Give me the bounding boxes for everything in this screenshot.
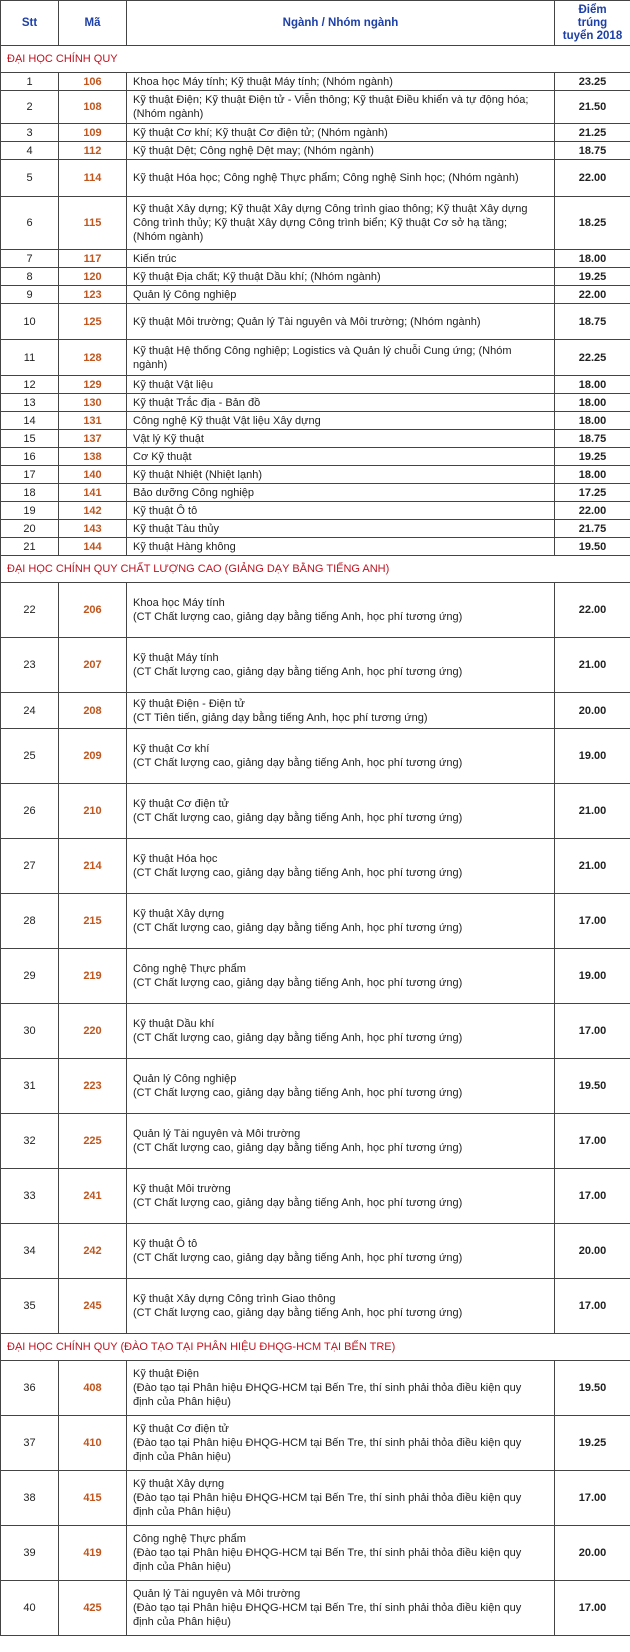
nganh-line: Kỹ thuật Hệ thống Công nghiệp; Logistics và Quản lý chuỗi Cung ứng; (Nhóm bbox=[133, 344, 512, 357]
cell-diem: 18.75 bbox=[555, 304, 630, 340]
cell-ma: 137 bbox=[59, 430, 127, 448]
cell-diem: 17.00 bbox=[555, 1114, 630, 1169]
header-diem bbox=[555, 1, 630, 46]
cell-diem: 21.25 bbox=[555, 124, 630, 142]
cell-stt: 18 bbox=[1, 484, 59, 502]
table-row bbox=[1, 538, 630, 556]
cell-nganh bbox=[127, 1169, 555, 1224]
cell-nganh bbox=[127, 91, 555, 124]
cell-stt: 35 bbox=[1, 1279, 59, 1334]
nganh-line: Kỹ thuật Xây dựng bbox=[133, 1478, 225, 1490]
table-row bbox=[1, 160, 630, 197]
cell-diem: 21.00 bbox=[555, 638, 630, 693]
cell-diem: 21.00 bbox=[555, 839, 630, 894]
cell-nganh bbox=[127, 304, 555, 340]
table-row bbox=[1, 286, 630, 304]
nganh-line: Cơ Kỹ thuật bbox=[133, 450, 192, 463]
nganh-line: Kiến trúc bbox=[133, 252, 177, 265]
nganh-line: Kỹ thuật Nhiệt (Nhiệt lạnh) bbox=[133, 468, 263, 481]
table-row bbox=[1, 1526, 630, 1581]
table-row bbox=[1, 1224, 630, 1279]
nganh-line: định của Phân hiệu) bbox=[133, 1396, 231, 1408]
nganh-line: Kỹ thuật Xây dựng bbox=[133, 908, 225, 920]
section-header-row bbox=[1, 1334, 630, 1361]
cell-nganh bbox=[127, 784, 555, 839]
cell-nganh bbox=[127, 729, 555, 784]
nganh-line: Kỹ thuật Hóa học; Công nghệ Thực phẩm; Công nghệ Sinh học; (Nhóm ngành) bbox=[133, 172, 519, 184]
cell-stt: 13 bbox=[1, 394, 59, 412]
cell-nganh bbox=[127, 197, 555, 250]
cell-nganh bbox=[127, 693, 555, 729]
cell-diem: 17.00 bbox=[555, 894, 630, 949]
section-header-row bbox=[1, 46, 630, 73]
cell-ma: 140 bbox=[59, 466, 127, 484]
cell-nganh bbox=[127, 1361, 555, 1416]
cell-stt: 6 bbox=[1, 197, 59, 250]
cell-ma: 112 bbox=[59, 142, 127, 160]
table-body bbox=[1, 46, 630, 1636]
cell-stt: 17 bbox=[1, 466, 59, 484]
section-header-row bbox=[1, 556, 630, 583]
nganh-line: Kỹ thuật Xây dựng Công trình Giao thông bbox=[133, 1293, 336, 1305]
nganh-line: Quản lý Công nghiệp bbox=[133, 1073, 237, 1085]
table-header-row bbox=[1, 1, 630, 46]
cell-diem: 18.75 bbox=[555, 142, 630, 160]
nganh-line: Công trình thủy; Kỹ thuật Xây dựng Công trình biển; Kỹ thuật Cơ sở hạ tầng; bbox=[133, 217, 508, 229]
cell-diem: 20.00 bbox=[555, 1224, 630, 1279]
cell-stt: 16 bbox=[1, 448, 59, 466]
cell-ma: 143 bbox=[59, 520, 127, 538]
cell-stt: 24 bbox=[1, 693, 59, 729]
cell-ma: 138 bbox=[59, 448, 127, 466]
cell-ma: 425 bbox=[59, 1581, 127, 1636]
nganh-line: định của Phân hiệu) bbox=[133, 1616, 231, 1628]
cell-ma: 208 bbox=[59, 693, 127, 729]
cell-nganh bbox=[127, 376, 555, 394]
nganh-line: (CT Chất lượng cao, giảng dạy bằng tiếng Anh, học phí tương ứng) bbox=[133, 867, 463, 879]
nganh-line: Quản lý Công nghiệp bbox=[133, 288, 237, 301]
cell-nganh bbox=[127, 1581, 555, 1636]
table-row bbox=[1, 1416, 630, 1471]
header-diem-line: Điểm bbox=[578, 3, 607, 16]
nganh-line: (CT Chất lượng cao, giảng dạy bằng tiếng Anh, học phí tương ứng) bbox=[133, 1252, 463, 1264]
nganh-line: (Đào tạo tại Phân hiệu ĐHQG-HCM tại Bến Tre, thí sinh phải thỏa điều kiện quy bbox=[133, 1437, 522, 1449]
nganh-line: Công nghệ Kỹ thuật Vật liệu Xây dựng bbox=[133, 414, 321, 427]
cell-diem: 21.50 bbox=[555, 91, 630, 124]
cell-stt: 3 bbox=[1, 124, 59, 142]
cell-ma: 128 bbox=[59, 340, 127, 376]
header-diem-line: tuyển 2018 bbox=[562, 29, 623, 42]
cell-nganh bbox=[127, 412, 555, 430]
nganh-line: Kỹ thuật Điện - Điện tử bbox=[133, 697, 245, 710]
nganh-line: (CT Chất lượng cao, giảng dạy bằng tiếng Anh, học phí tương ứng) bbox=[133, 1142, 463, 1154]
cell-stt: 1 bbox=[1, 73, 59, 91]
nganh-line: Quản lý Tài nguyên và Môi trường bbox=[133, 1128, 301, 1140]
cell-stt: 5 bbox=[1, 160, 59, 197]
cell-diem: 19.25 bbox=[555, 268, 630, 286]
nganh-line: (CT Chất lượng cao, giảng dạy bằng tiếng Anh, học phí tương ứng) bbox=[133, 757, 463, 769]
cell-stt: 11 bbox=[1, 340, 59, 376]
cell-diem: 19.50 bbox=[555, 1059, 630, 1114]
cell-diem: 17.00 bbox=[555, 1004, 630, 1059]
cell-diem: 17.00 bbox=[555, 1169, 630, 1224]
cell-nganh bbox=[127, 142, 555, 160]
cell-stt: 10 bbox=[1, 304, 59, 340]
nganh-line: (Đào tạo tại Phân hiệu ĐHQG-HCM tại Bến Tre, thí sinh phải thỏa điều kiện quy bbox=[133, 1382, 522, 1394]
nganh-line: Vật lý Kỹ thuật bbox=[133, 432, 204, 445]
cell-diem: 17.00 bbox=[555, 1471, 630, 1526]
cell-ma: 106 bbox=[59, 73, 127, 91]
table-row bbox=[1, 1114, 630, 1169]
nganh-line: Kỹ thuật Môi trường; Quản lý Tài nguyên và Môi trường; (Nhóm ngành) bbox=[133, 315, 481, 328]
cell-nganh bbox=[127, 268, 555, 286]
nganh-line: Kỹ thuật Điện bbox=[133, 1368, 200, 1380]
cell-stt: 23 bbox=[1, 638, 59, 693]
cell-nganh bbox=[127, 286, 555, 304]
table-row bbox=[1, 1169, 630, 1224]
cell-stt: 9 bbox=[1, 286, 59, 304]
cell-ma: 141 bbox=[59, 484, 127, 502]
nganh-line: (CT Chất lượng cao, giảng dạy bằng tiếng Anh, học phí tương ứng) bbox=[133, 922, 463, 934]
table-row bbox=[1, 340, 630, 376]
cell-diem: 20.00 bbox=[555, 1526, 630, 1581]
cell-diem: 19.00 bbox=[555, 729, 630, 784]
cell-stt: 28 bbox=[1, 894, 59, 949]
cell-diem: 18.00 bbox=[555, 466, 630, 484]
cell-diem: 19.00 bbox=[555, 949, 630, 1004]
cell-ma: 242 bbox=[59, 1224, 127, 1279]
cell-diem: 18.00 bbox=[555, 394, 630, 412]
table-row bbox=[1, 502, 630, 520]
table-row bbox=[1, 520, 630, 538]
cell-nganh bbox=[127, 1114, 555, 1169]
nganh-line: (CT Tiên tiến, giảng dạy bằng tiếng Anh, học phí tương ứng) bbox=[133, 711, 428, 724]
cell-nganh bbox=[127, 1279, 555, 1334]
nganh-line: (CT Chất lượng cao, giảng dạy bằng tiếng Anh, học phí tương ứng) bbox=[133, 666, 463, 678]
nganh-line: (CT Chất lượng cao, giảng dạy bằng tiếng Anh, học phí tương ứng) bbox=[133, 1307, 463, 1319]
nganh-line: (CT Chất lượng cao, giảng dạy bằng tiếng Anh, học phí tương ứng) bbox=[133, 1032, 463, 1044]
cell-ma: 120 bbox=[59, 268, 127, 286]
nganh-line: (Nhóm ngành) bbox=[133, 231, 204, 243]
cell-stt: 15 bbox=[1, 430, 59, 448]
cell-ma: 210 bbox=[59, 784, 127, 839]
cell-ma: 206 bbox=[59, 583, 127, 638]
cell-ma: 130 bbox=[59, 394, 127, 412]
cell-ma: 419 bbox=[59, 1526, 127, 1581]
cell-ma: 215 bbox=[59, 894, 127, 949]
cell-stt: 19 bbox=[1, 502, 59, 520]
table-row bbox=[1, 729, 630, 784]
cell-stt: 36 bbox=[1, 1361, 59, 1416]
nganh-line: Kỹ thuật Hàng không bbox=[133, 540, 236, 553]
table-row bbox=[1, 304, 630, 340]
cell-ma: 241 bbox=[59, 1169, 127, 1224]
table-row bbox=[1, 1279, 630, 1334]
nganh-line: (Nhóm ngành) bbox=[133, 108, 204, 120]
table-row bbox=[1, 949, 630, 1004]
table-row bbox=[1, 1059, 630, 1114]
cell-stt: 12 bbox=[1, 376, 59, 394]
table-row bbox=[1, 839, 630, 894]
header-ma: Mã bbox=[59, 1, 127, 46]
cell-diem: 18.00 bbox=[555, 250, 630, 268]
nganh-line: Bảo dưỡng Công nghiệp bbox=[133, 486, 254, 499]
cell-ma: 109 bbox=[59, 124, 127, 142]
cell-nganh bbox=[127, 340, 555, 376]
nganh-line: Kỹ thuật Hóa học bbox=[133, 853, 218, 865]
cell-diem: 18.75 bbox=[555, 430, 630, 448]
cell-diem: 22.00 bbox=[555, 583, 630, 638]
cell-nganh bbox=[127, 448, 555, 466]
nganh-line: Kỹ thuật Ô tô bbox=[133, 504, 198, 517]
nganh-line: (CT Chất lượng cao, giảng dạy bằng tiếng Anh, học phí tương ứng) bbox=[133, 977, 463, 989]
header-nganh: Ngành / Nhóm ngành bbox=[127, 1, 555, 46]
table-row bbox=[1, 412, 630, 430]
nganh-line: Kỹ thuật Vật liệu bbox=[133, 378, 214, 391]
nganh-line: định của Phân hiệu) bbox=[133, 1451, 231, 1463]
nganh-line: Kỹ thuật Dầu khí bbox=[133, 1018, 215, 1030]
nganh-line: Khoa học Máy tính bbox=[133, 597, 225, 609]
table-row bbox=[1, 430, 630, 448]
cell-diem: 18.00 bbox=[555, 376, 630, 394]
nganh-line: Kỹ thuật Địa chất; Kỹ thuật Dầu khí; (Nhóm ngành) bbox=[133, 270, 381, 283]
nganh-line: (Đào tạo tại Phân hiệu ĐHQG-HCM tại Bến Tre, thí sinh phải thỏa điều kiện quy bbox=[133, 1547, 522, 1559]
table-row bbox=[1, 784, 630, 839]
nganh-line: Kỹ thuật Dệt; Công nghệ Dệt may; (Nhóm ngành) bbox=[133, 144, 374, 157]
cell-nganh bbox=[127, 538, 555, 556]
nganh-line: định của Phân hiệu) bbox=[133, 1506, 231, 1518]
cell-nganh bbox=[127, 502, 555, 520]
table-row bbox=[1, 91, 630, 124]
table-row bbox=[1, 894, 630, 949]
cell-ma: 415 bbox=[59, 1471, 127, 1526]
cell-diem: 18.25 bbox=[555, 197, 630, 250]
cell-ma: 245 bbox=[59, 1279, 127, 1334]
cell-nganh bbox=[127, 839, 555, 894]
table-row bbox=[1, 484, 630, 502]
nganh-line: Kỹ thuật Cơ điện tử bbox=[133, 798, 229, 810]
cell-diem: 22.00 bbox=[555, 502, 630, 520]
cell-nganh bbox=[127, 1416, 555, 1471]
nganh-line: (Đào tạo tại Phân hiệu ĐHQG-HCM tại Bến Tre, thí sinh phải thỏa điều kiện quy bbox=[133, 1602, 522, 1614]
nganh-line: (CT Chất lượng cao, giảng dạy bằng tiếng Anh, học phí tương ứng) bbox=[133, 812, 463, 824]
cell-diem: 19.25 bbox=[555, 1416, 630, 1471]
table-row bbox=[1, 466, 630, 484]
header-diem-line: trúng bbox=[577, 16, 608, 29]
cell-nganh bbox=[127, 583, 555, 638]
cell-stt: 26 bbox=[1, 784, 59, 839]
cell-nganh bbox=[127, 73, 555, 91]
cell-ma: 144 bbox=[59, 538, 127, 556]
table-row bbox=[1, 1471, 630, 1526]
nganh-line: Kỹ thuật Cơ khí bbox=[133, 743, 210, 755]
table-row bbox=[1, 268, 630, 286]
cell-nganh bbox=[127, 1224, 555, 1279]
table-row bbox=[1, 448, 630, 466]
cell-nganh bbox=[127, 430, 555, 448]
cell-stt: 30 bbox=[1, 1004, 59, 1059]
cell-diem: 17.25 bbox=[555, 484, 630, 502]
cell-nganh bbox=[127, 949, 555, 1004]
cell-ma: 125 bbox=[59, 304, 127, 340]
table-row bbox=[1, 73, 630, 91]
cell-ma: 114 bbox=[59, 160, 127, 197]
cell-stt: 8 bbox=[1, 268, 59, 286]
header-stt: Stt bbox=[1, 1, 59, 46]
nganh-line: Công nghệ Thực phẩm bbox=[133, 963, 246, 975]
cell-ma: 207 bbox=[59, 638, 127, 693]
cell-stt: 34 bbox=[1, 1224, 59, 1279]
cell-ma: 108 bbox=[59, 91, 127, 124]
cell-stt: 7 bbox=[1, 250, 59, 268]
cell-stt: 20 bbox=[1, 520, 59, 538]
cell-stt: 14 bbox=[1, 412, 59, 430]
cell-diem: 19.25 bbox=[555, 448, 630, 466]
nganh-line: Kỹ thuật Xây dựng; Kỹ thuật Xây dựng Công trình giao thông; Kỹ thuật Xây dựng bbox=[133, 203, 528, 215]
nganh-line: ngành) bbox=[133, 358, 168, 371]
cell-ma: 131 bbox=[59, 412, 127, 430]
cell-nganh bbox=[127, 124, 555, 142]
cell-nganh bbox=[127, 1059, 555, 1114]
cell-diem: 23.25 bbox=[555, 73, 630, 91]
cell-stt: 37 bbox=[1, 1416, 59, 1471]
cell-ma: 408 bbox=[59, 1361, 127, 1416]
cell-stt: 32 bbox=[1, 1114, 59, 1169]
cell-diem: 17.00 bbox=[555, 1279, 630, 1334]
cell-diem: 19.50 bbox=[555, 1361, 630, 1416]
table-row bbox=[1, 1004, 630, 1059]
cell-diem: 17.00 bbox=[555, 1581, 630, 1636]
cell-stt: 29 bbox=[1, 949, 59, 1004]
cell-ma: 223 bbox=[59, 1059, 127, 1114]
cell-stt: 21 bbox=[1, 538, 59, 556]
table-row bbox=[1, 124, 630, 142]
table-row bbox=[1, 1581, 630, 1636]
nganh-line: Kỹ thuật Điện; Kỹ thuật Điện tử - Viễn thông; Kỹ thuật Điều khiển và tự động hóa; bbox=[133, 94, 529, 106]
cell-diem: 22.00 bbox=[555, 286, 630, 304]
cell-stt: 2 bbox=[1, 91, 59, 124]
nganh-line: Kỹ thuật Tàu thủy bbox=[133, 522, 220, 535]
cell-nganh bbox=[127, 520, 555, 538]
nganh-line: Kỹ thuật Trắc địa - Bản đồ bbox=[133, 396, 261, 409]
section-title: ĐẠI HỌC CHÍNH QUY (ĐÀO TẠO TẠI PHÂN HIỆU ĐHQG-HCM TẠI BẾN TRE) bbox=[1, 1334, 630, 1361]
cell-diem: 21.00 bbox=[555, 784, 630, 839]
nganh-line: (CT Chất lượng cao, giảng dạy bằng tiếng Anh, học phí tương ứng) bbox=[133, 1087, 463, 1099]
section-title: ĐẠI HỌC CHÍNH QUY CHẤT LƯỢNG CAO (GIẢNG DẠY BẰNG TIẾNG ANH) bbox=[1, 556, 630, 583]
cell-diem: 22.25 bbox=[555, 340, 630, 376]
cell-ma: 115 bbox=[59, 197, 127, 250]
nganh-line: Khoa học Máy tính; Kỹ thuật Máy tính; (Nhóm ngành) bbox=[133, 75, 393, 88]
cell-ma: 117 bbox=[59, 250, 127, 268]
table-row bbox=[1, 638, 630, 693]
table-row bbox=[1, 142, 630, 160]
nganh-line: (CT Chất lượng cao, giảng dạy bằng tiếng Anh, học phí tương ứng) bbox=[133, 1197, 463, 1209]
section-title: ĐẠI HỌC CHÍNH QUY bbox=[1, 46, 630, 73]
cell-ma: 219 bbox=[59, 949, 127, 1004]
cell-nganh bbox=[127, 484, 555, 502]
nganh-line: Quản lý Tài nguyên và Môi trường bbox=[133, 1588, 301, 1600]
table-row bbox=[1, 1361, 630, 1416]
cell-nganh bbox=[127, 1471, 555, 1526]
table-row bbox=[1, 197, 630, 250]
cell-stt: 39 bbox=[1, 1526, 59, 1581]
nganh-line: Kỹ thuật Cơ khí; Kỹ thuật Cơ điện tử; (Nhóm ngành) bbox=[133, 126, 388, 139]
nganh-line: Kỹ thuật Môi trường bbox=[133, 1183, 231, 1195]
table-row bbox=[1, 250, 630, 268]
cell-diem: 22.00 bbox=[555, 160, 630, 197]
nganh-line: (CT Chất lượng cao, giảng dạy bằng tiếng Anh, học phí tương ứng) bbox=[133, 611, 463, 623]
cell-nganh bbox=[127, 160, 555, 197]
cell-stt: 31 bbox=[1, 1059, 59, 1114]
cell-stt: 33 bbox=[1, 1169, 59, 1224]
cell-ma: 220 bbox=[59, 1004, 127, 1059]
cell-stt: 27 bbox=[1, 839, 59, 894]
cell-ma: 214 bbox=[59, 839, 127, 894]
cell-nganh bbox=[127, 394, 555, 412]
cell-diem: 21.75 bbox=[555, 520, 630, 538]
cell-ma: 209 bbox=[59, 729, 127, 784]
nganh-line: định của Phân hiệu) bbox=[133, 1561, 231, 1573]
cell-nganh bbox=[127, 894, 555, 949]
nganh-line: Kỹ thuật Cơ điện tử bbox=[133, 1423, 229, 1435]
cell-ma: 123 bbox=[59, 286, 127, 304]
nganh-line: Kỹ thuật Ô tô bbox=[133, 1238, 198, 1250]
nganh-line: (Đào tạo tại Phân hiệu ĐHQG-HCM tại Bến Tre, thí sinh phải thỏa điều kiện quy bbox=[133, 1492, 522, 1504]
cell-ma: 410 bbox=[59, 1416, 127, 1471]
cell-diem: 20.00 bbox=[555, 693, 630, 729]
cell-stt: 25 bbox=[1, 729, 59, 784]
nganh-line: Kỹ thuật Máy tính bbox=[133, 652, 219, 664]
cell-stt: 4 bbox=[1, 142, 59, 160]
table-row bbox=[1, 394, 630, 412]
cell-nganh bbox=[127, 1004, 555, 1059]
table-row bbox=[1, 583, 630, 638]
cell-diem: 19.50 bbox=[555, 538, 630, 556]
cell-nganh bbox=[127, 250, 555, 268]
cell-nganh bbox=[127, 638, 555, 693]
table-row bbox=[1, 693, 630, 729]
cell-stt: 22 bbox=[1, 583, 59, 638]
cell-ma: 225 bbox=[59, 1114, 127, 1169]
nganh-line: Công nghệ Thực phẩm bbox=[133, 1533, 246, 1545]
cell-diem: 18.00 bbox=[555, 412, 630, 430]
cell-stt: 40 bbox=[1, 1581, 59, 1636]
cell-nganh bbox=[127, 1526, 555, 1581]
table-row bbox=[1, 376, 630, 394]
cell-nganh bbox=[127, 466, 555, 484]
cell-stt: 38 bbox=[1, 1471, 59, 1526]
cell-ma: 142 bbox=[59, 502, 127, 520]
cell-ma: 129 bbox=[59, 376, 127, 394]
